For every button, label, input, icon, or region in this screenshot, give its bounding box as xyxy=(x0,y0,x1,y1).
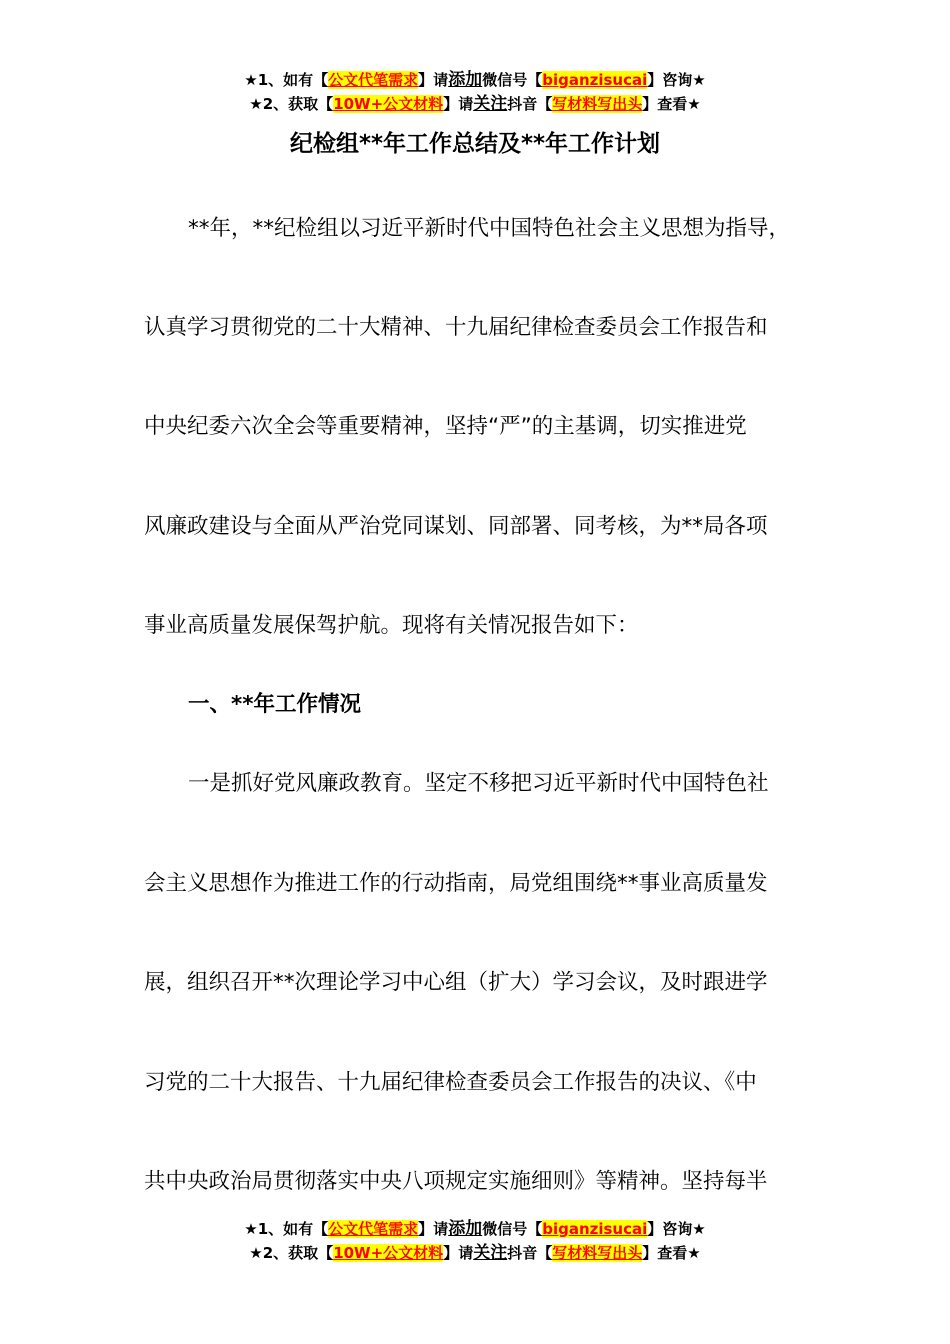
body-line: 事业高质量发展保驾护航。现将有关情况报告如下： xyxy=(144,613,639,638)
banner-line-2 xyxy=(0,1241,950,1265)
body-line: **年，**纪检组以习近平新时代中国特色社会主义思想为指导， xyxy=(188,216,791,241)
banner-emphasis: 添加 xyxy=(448,1219,483,1239)
banner-text: 抖音【 xyxy=(507,95,553,113)
body-line: 习党的二十大报告、十九届纪律检查委员会工作报告的决议、《中 xyxy=(144,1070,757,1095)
banner-highlight-service: 公文代笔需求 xyxy=(328,71,419,89)
banner-line-1 xyxy=(0,68,950,92)
banner-highlight-wechat: biganzisucai xyxy=(542,1220,648,1238)
body-line: 中央纪委六次全会等重要精神，坚持“严”的主基调，切实推进党 xyxy=(144,414,747,439)
star-icon: ★ xyxy=(249,95,263,113)
banner-text: 2、获取【 xyxy=(262,95,334,113)
banner-text: 】请 xyxy=(443,95,474,113)
banner-highlight-douyin: 写材料写出头 xyxy=(552,1244,643,1262)
banner-highlight-materials: 10W+公文材料 xyxy=(333,95,444,113)
star-icon: ★ xyxy=(244,1220,258,1238)
body-line: 会主义思想作为推进工作的行动指南，局党组围绕**事业高质量发 xyxy=(144,871,768,896)
banner-text: 微信号【 xyxy=(482,1220,543,1238)
banner-text: 抖音【 xyxy=(507,1244,553,1262)
banner-text: 微信号【 xyxy=(482,71,543,89)
banner-text: 】请 xyxy=(418,71,449,89)
body-line: 认真学习贯彻党的二十大精神、十九届纪律检查委员会工作报告和 xyxy=(144,315,768,340)
top-banner xyxy=(0,68,950,116)
star-icon: ★ xyxy=(692,1220,706,1238)
banner-text: 1、如有【 xyxy=(257,1220,329,1238)
star-icon: ★ xyxy=(244,71,258,89)
banner-emphasis: 关注 xyxy=(473,94,508,114)
banner-text: 】咨询 xyxy=(647,71,693,89)
banner-highlight-wechat: biganzisucai xyxy=(542,71,648,89)
star-icon: ★ xyxy=(692,71,706,89)
banner-emphasis: 添加 xyxy=(448,70,483,90)
body-line: 共中央政治局贯彻落实中央八项规定实施细则》等精神。坚持每半 xyxy=(144,1169,768,1194)
star-icon: ★ xyxy=(687,95,701,113)
banner-text: 】请 xyxy=(443,1244,474,1262)
body-line: 一是抓好党风廉政教育。坚定不移把习近平新时代中国特色社 xyxy=(188,771,769,796)
banner-text: 】咨询 xyxy=(647,1220,693,1238)
banner-highlight-service: 公文代笔需求 xyxy=(328,1220,419,1238)
star-icon: ★ xyxy=(249,1244,263,1262)
section-heading: 一、**年工作情况 xyxy=(188,692,361,717)
banner-emphasis: 关注 xyxy=(473,1243,508,1263)
body-line: 展，组织召开**次理论学习中心组（扩大）学习会议，及时跟进学 xyxy=(144,970,768,995)
star-icon: ★ xyxy=(687,1244,701,1262)
banner-text: 2、获取【 xyxy=(262,1244,334,1262)
banner-line-1 xyxy=(0,1217,950,1241)
banner-text: 】查看 xyxy=(642,95,688,113)
body-line: 风廉政建设与全面从严治党同谋划、同部署、同考核，为**局各项 xyxy=(144,514,768,539)
banner-line-2 xyxy=(0,92,950,116)
banner-text: 】查看 xyxy=(642,1244,688,1262)
banner-text: 1、如有【 xyxy=(257,71,329,89)
banner-highlight-douyin: 写材料写出头 xyxy=(552,95,643,113)
document-title: 纪检组**年工作总结及**年工作计划 xyxy=(289,131,661,157)
banner-highlight-materials: 10W+公文材料 xyxy=(333,1244,444,1262)
banner-text: 】请 xyxy=(418,1220,449,1238)
bottom-banner xyxy=(0,1217,950,1265)
